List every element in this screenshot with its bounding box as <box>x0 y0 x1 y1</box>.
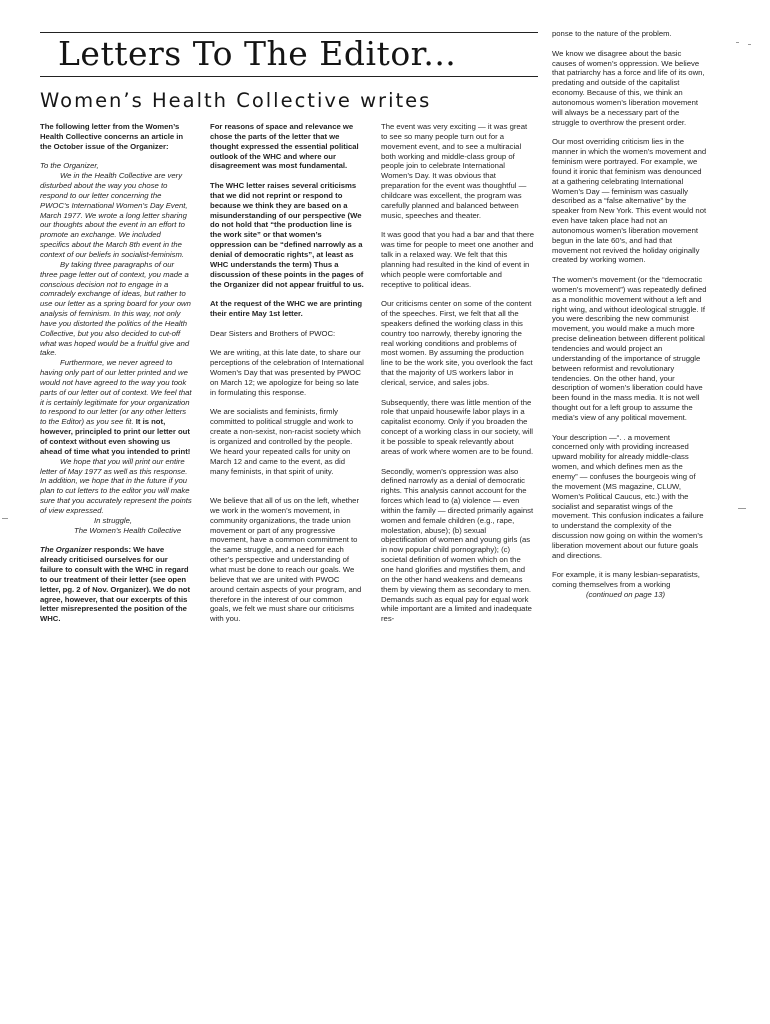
organizer-response <box>40 545 192 624</box>
letter-paragraph: We are writing, at this late date, to share our perceptions of the celebration of International Women’s Day that was presented by PWOC on March 12; we apologize for being so late in formulating this response. <box>210 348 364 397</box>
letter-paragraph: Secondly, women’s oppression was also defined narrowly as a denial of democratic rights. This analysis cannot account for the forces which lead to (a) violence — even within the family — directed primarily against women and female children (e.g., rape, molestation, abuse); (b) sexual objectification of women and young girls (as in now popular child pornography); (c) societal definition of women which on the one hand glorifies and mystifies them, and on the other hand weakens and demeans them by viewing them as secondary to men. Demands such as equal pay for equal work while important are a limited and inadequate res- <box>381 466 534 624</box>
masthead-top-rule <box>40 32 538 33</box>
letter-paragraph: Our most overriding criticism lies in the manner in which the women’s movement and feminism were portrayed. For example, we found it ironic that feminism was denounced at a gathering celebrating International Women’s Day — feminism was casually described as a “false alternative” by the speaker from New York. This event would not even have taken place had not an autonomous women’s liberation movement begun in the late 60’s, and had that movement not revived the holiday originally created by working women. <box>552 137 707 265</box>
letter-text: Furthermore, we never agreed to having only part of our letter printed and we would not have agreed to the way you took parts of our letter out of context. We feel that it is certainly legitimate for your organization to respond to our letter (or any other letters to the Editor) as you see fit. <box>40 358 192 427</box>
letter-paragraph: For example, it is many lesbian-separatists, coming themselves from a working <box>552 570 700 590</box>
letter-paragraph: We are socialists and feminists, firmly committed to political struggle and work to create a non-sexist, non-racist society which is organized and controlled by the people. We heard your repeated calls for unity on March 12 and came to the event, as did many feminists, in that spirit of unity. <box>210 407 361 476</box>
column-3 <box>381 122 534 624</box>
scan-speck <box>748 44 751 45</box>
letter-paragraph: Our criticisms center on some of the content of the speeches. First, we felt that all the speakers defined the working class in this country too narrowly, thereby ignoring the real working conditions and problems of most women. By assuming the production line to be the work site, you overlook the fact that the majority of US workers labor in clerical, service, and sales jobs. <box>381 299 533 387</box>
article-headline: Women’s Health Collective writes <box>40 89 432 112</box>
masthead-bottom-rule <box>40 76 538 77</box>
letter-greeting: Dear Sisters and Brothers of PWOC: <box>210 328 336 338</box>
scan-speck <box>736 42 739 43</box>
letter-emphasis: It is not, however, principled to print our letter out of context without even showing us ahead of time what you intended to print! <box>40 417 191 456</box>
response-paragraph: For reasons of space and relevance we chose the parts of the letter that we thought expressed the essential political outlook of the WHC and where our disagreement was most fundamental. <box>210 122 359 171</box>
letter-salutation: To the Organizer, <box>40 161 99 171</box>
letter-paragraph: The event was very exciting — it was great to see so many people turn out for a movement event, and to see a multiracial both working and middle-class group of people join to celebrate International Women’s Day. It was obvious that preparation for the event was thoughtful — childcare was excellent, the program was carefully planned and balanced between music, speeches and theater. <box>381 122 528 220</box>
column-2 <box>210 122 365 624</box>
letter-paragraph <box>40 358 192 456</box>
intro-paragraph: The following letter from the Women’s Health Collective concerns an article in the October issue of the Organizer: <box>40 122 184 151</box>
letter-signature: The Women’s Health Collective <box>74 525 182 535</box>
scan-speck <box>738 508 746 509</box>
organizer-response-text: responds: We have already criticised ourselves for our failure to consult with the WHC in regard to our treatment of their letter (see open letter, pg. 2 of Nov. Organizer). We do not agree, however, that our excerpts of this letter misrepresented the position of the WHC. <box>40 545 191 624</box>
letter-paragraph: We in the Health Collective are very disturbed about the way you chose to respond to our letter concerning the PWOC’s International Women’s Day Event, March 1977. We wrote a long letter sharing our thoughts about the event in an effort to promote an exchange. We included specifics about the March 8th event in the context of our beliefs in socialist-feminism. <box>40 171 188 259</box>
column-1 <box>40 122 192 624</box>
letter-paragraph: It was good that you had a bar and that there was time for people to meet one another and talk in a relaxed way. We felt that this planning had resulted in the kind of event in which people were comfortable and receptive to political ideas. <box>381 230 535 289</box>
letter-paragraph: We believe that all of us on the left, whether we work in the women’s movement, in community organizations, the trade union movement or part of any progressive movement, have a common commitment to the same struggle, and a need for each other’s perspective and understanding of what must be done to reach our goals. We believe that we are united with PWOC around certain aspects of your program, and therefore in the interest of our common goals, we felt we must share our criticisms with you. <box>210 496 362 624</box>
column-4 <box>552 29 707 600</box>
response-paragraph: At the request of the WHC we are printing their entire May 1st letter. <box>210 299 363 319</box>
letter-paragraph: ponse to the nature of the problem. <box>552 29 672 38</box>
letter-closing: In struggle, <box>94 515 133 525</box>
letter-paragraph: By taking three paragraphs of our three page letter out of context, you made a conscious decision not to engage in a comradely exchange of ideas, but rather to use our letter as a spring board for your own analysis of feminism. In this way, not only have you distorted the politics of the Health Collective, but you also decided to cut-off what was hoped would be a fruitful give and take. <box>40 259 191 358</box>
letter-paragraph: We know we disagree about the basic causes of women’s oppression. We believe that patriarchy has a force and life of its own, predating and outside of the capitalist economy. Because of this, we think an autonomous women’s liberation movement will always be a necessary part of the struggle to overthrow the present order. <box>552 48 705 127</box>
letter-paragraph: Subsequently, there was little mention of the role that unpaid housewife labor plays in a capitalist economy. Only if you broaden the concept of a working class in our society, will it be possible to speak relevantly about areas of work where women are to be found. <box>381 397 534 456</box>
scan-speck <box>2 518 8 519</box>
continued-note: (continued on page 13) <box>586 590 666 600</box>
section-masthead: Letters To The Editor... <box>58 34 457 73</box>
letter-paragraph: The women’s movement (or the “democratic women’s movement”) was repeatedly defined as a monolithic movement without a left and right wing, and without ideological struggle. If you were describing the new communist movement, you would make a much more precise delineation between different political tendencies and would project an understanding of the importance of struggle between reformist and revolutionary tendencies. On the other hand, your description of women’s liberation could have been found in the mass media. It is not well thought out for a left group to assume the media’s view of any political movement. <box>552 275 707 422</box>
letter-paragraph: Your description —“. . a movement concerned only with providing increased upward mobility for already middle-class women, and which defines men as the enemy” — confuses the bourgeois wing of the movement (MS magazine, CLUW, Women’s Political Caucus, etc.) with the socialist and separatist wings of the movement. This confusion indicates a failure to understand the complexity of the discussion now going on within the women’s liberation movement about our future goals and directions. <box>552 432 704 560</box>
organizer-name: The Organizer <box>40 545 92 555</box>
response-paragraph: The WHC letter raises several criticisms that we did not reprint or respond to because we think they are based on a misunderstanding of our perspective (We do not hold that “the production line is the work site” or that women’s oppression can be “defined narrowly as a denial of democratic rights”, at least as WHC understands the term) Thus a discussion of these points in the pages of the Organizer did not appear fruitful to us. <box>210 181 364 289</box>
letter-paragraph: We hope that you will print our entire letter of May 1977 as well as this response. In addition, we hope that in the future if you plan to cut letters to the editor you will make sure that you accurately represent the points of view expressed. <box>40 456 192 515</box>
